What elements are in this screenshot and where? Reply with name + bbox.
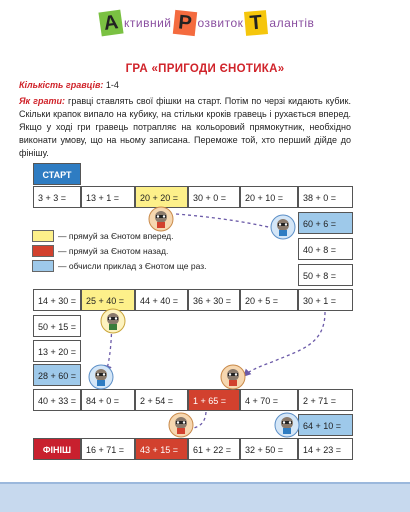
rules-label: Як грати: [19,96,65,106]
logo-letter-a: А [98,10,123,37]
board-cell: 14 + 30 = [33,289,81,311]
start-cell: СТАРТ [33,163,81,185]
board-cell: 61 + 22 = [188,438,240,460]
board-cell: 44 + 40 = [135,289,188,311]
raccoon-icon [148,206,174,232]
board-cell: 40 + 8 = [298,238,353,260]
logo-word-3: алантів [269,16,315,30]
board-cell: 30 + 0 = [188,186,240,208]
players-label: Кількість гравців: [19,80,104,90]
logo-letter-r: Р [172,10,196,36]
raccoon-icon [168,412,194,438]
board-cell-blue: 60 + 6 = [298,212,353,234]
legend-label: — обчисли приклад з Єнотом ще раз. [58,261,207,271]
raccoon-icon [100,308,126,334]
players-value: 1-4 [105,80,119,90]
board-cell: 30 + 1 = [298,289,353,311]
board-cell-yellow: 25 + 40 = [81,289,135,311]
board-cell: 4 + 70 = [240,389,298,411]
board-cell-yellow: 20 + 20 = [135,186,188,208]
board-cell: 16 + 71 = [81,438,135,460]
finish-cell: ФІНІШ [33,438,81,460]
board-cell-red: 43 + 15 = [135,438,188,460]
board-cell-red: 1 + 65 = [188,389,240,411]
arrow-forward-2 [244,312,325,376]
raccoon-icon [88,364,114,390]
raccoon-icon [270,214,296,240]
board-cell-blue: 28 + 60 = [33,364,81,386]
page-title: ГРА «ПРИГОДИ ЄНОТИКА» [125,63,285,75]
board-cell: 3 + 3 = [33,186,81,208]
board-cell: 32 + 50 = [240,438,298,460]
legend-label: — прямуй за Єнотом вперед. [58,231,174,241]
board-cell: 13 + 20 = [33,340,81,362]
rules-body: гравці ставлять свої фішки на старт. Потім по черзі кидають кубик. Скільки крапок випало на кубику, на стільки кроків гравець і рухається вперед. Якщо у ході гри гравець потрапляє на кольоровий прямокутник, необхідно виконати умову, що на ньому записана. Переможе той, хто перший дійде до фінішу. [19,96,351,158]
board-cell: 36 + 30 = [188,289,240,311]
board-cell: 40 + 33 = [33,389,81,411]
board-cell: 50 + 8 = [298,264,353,286]
board-cell: 50 + 15 = [33,315,81,337]
raccoon-icon [220,364,246,390]
board-cell: 20 + 5 = [240,289,298,311]
board-cell: 20 + 10 = [240,186,298,208]
logo-letter-t: Т [244,10,268,36]
board-cell: 14 + 23 = [298,438,353,460]
logo-word-1: ктивний [124,16,172,30]
board-cell: 2 + 71 = [298,389,353,411]
board-cell: 13 + 1 = [81,186,135,208]
footer-band [0,484,410,512]
raccoon-icon [274,412,300,438]
board-cell-blue: 64 + 10 = [298,414,353,436]
logo-word-2: озвиток [197,16,244,30]
board-cell: 2 + 54 = [135,389,188,411]
legend-label: — прямуй за Єнотом назад. [58,246,169,256]
board-cell: 84 + 0 = [81,389,135,411]
board-cell: 38 + 0 = [298,186,353,208]
